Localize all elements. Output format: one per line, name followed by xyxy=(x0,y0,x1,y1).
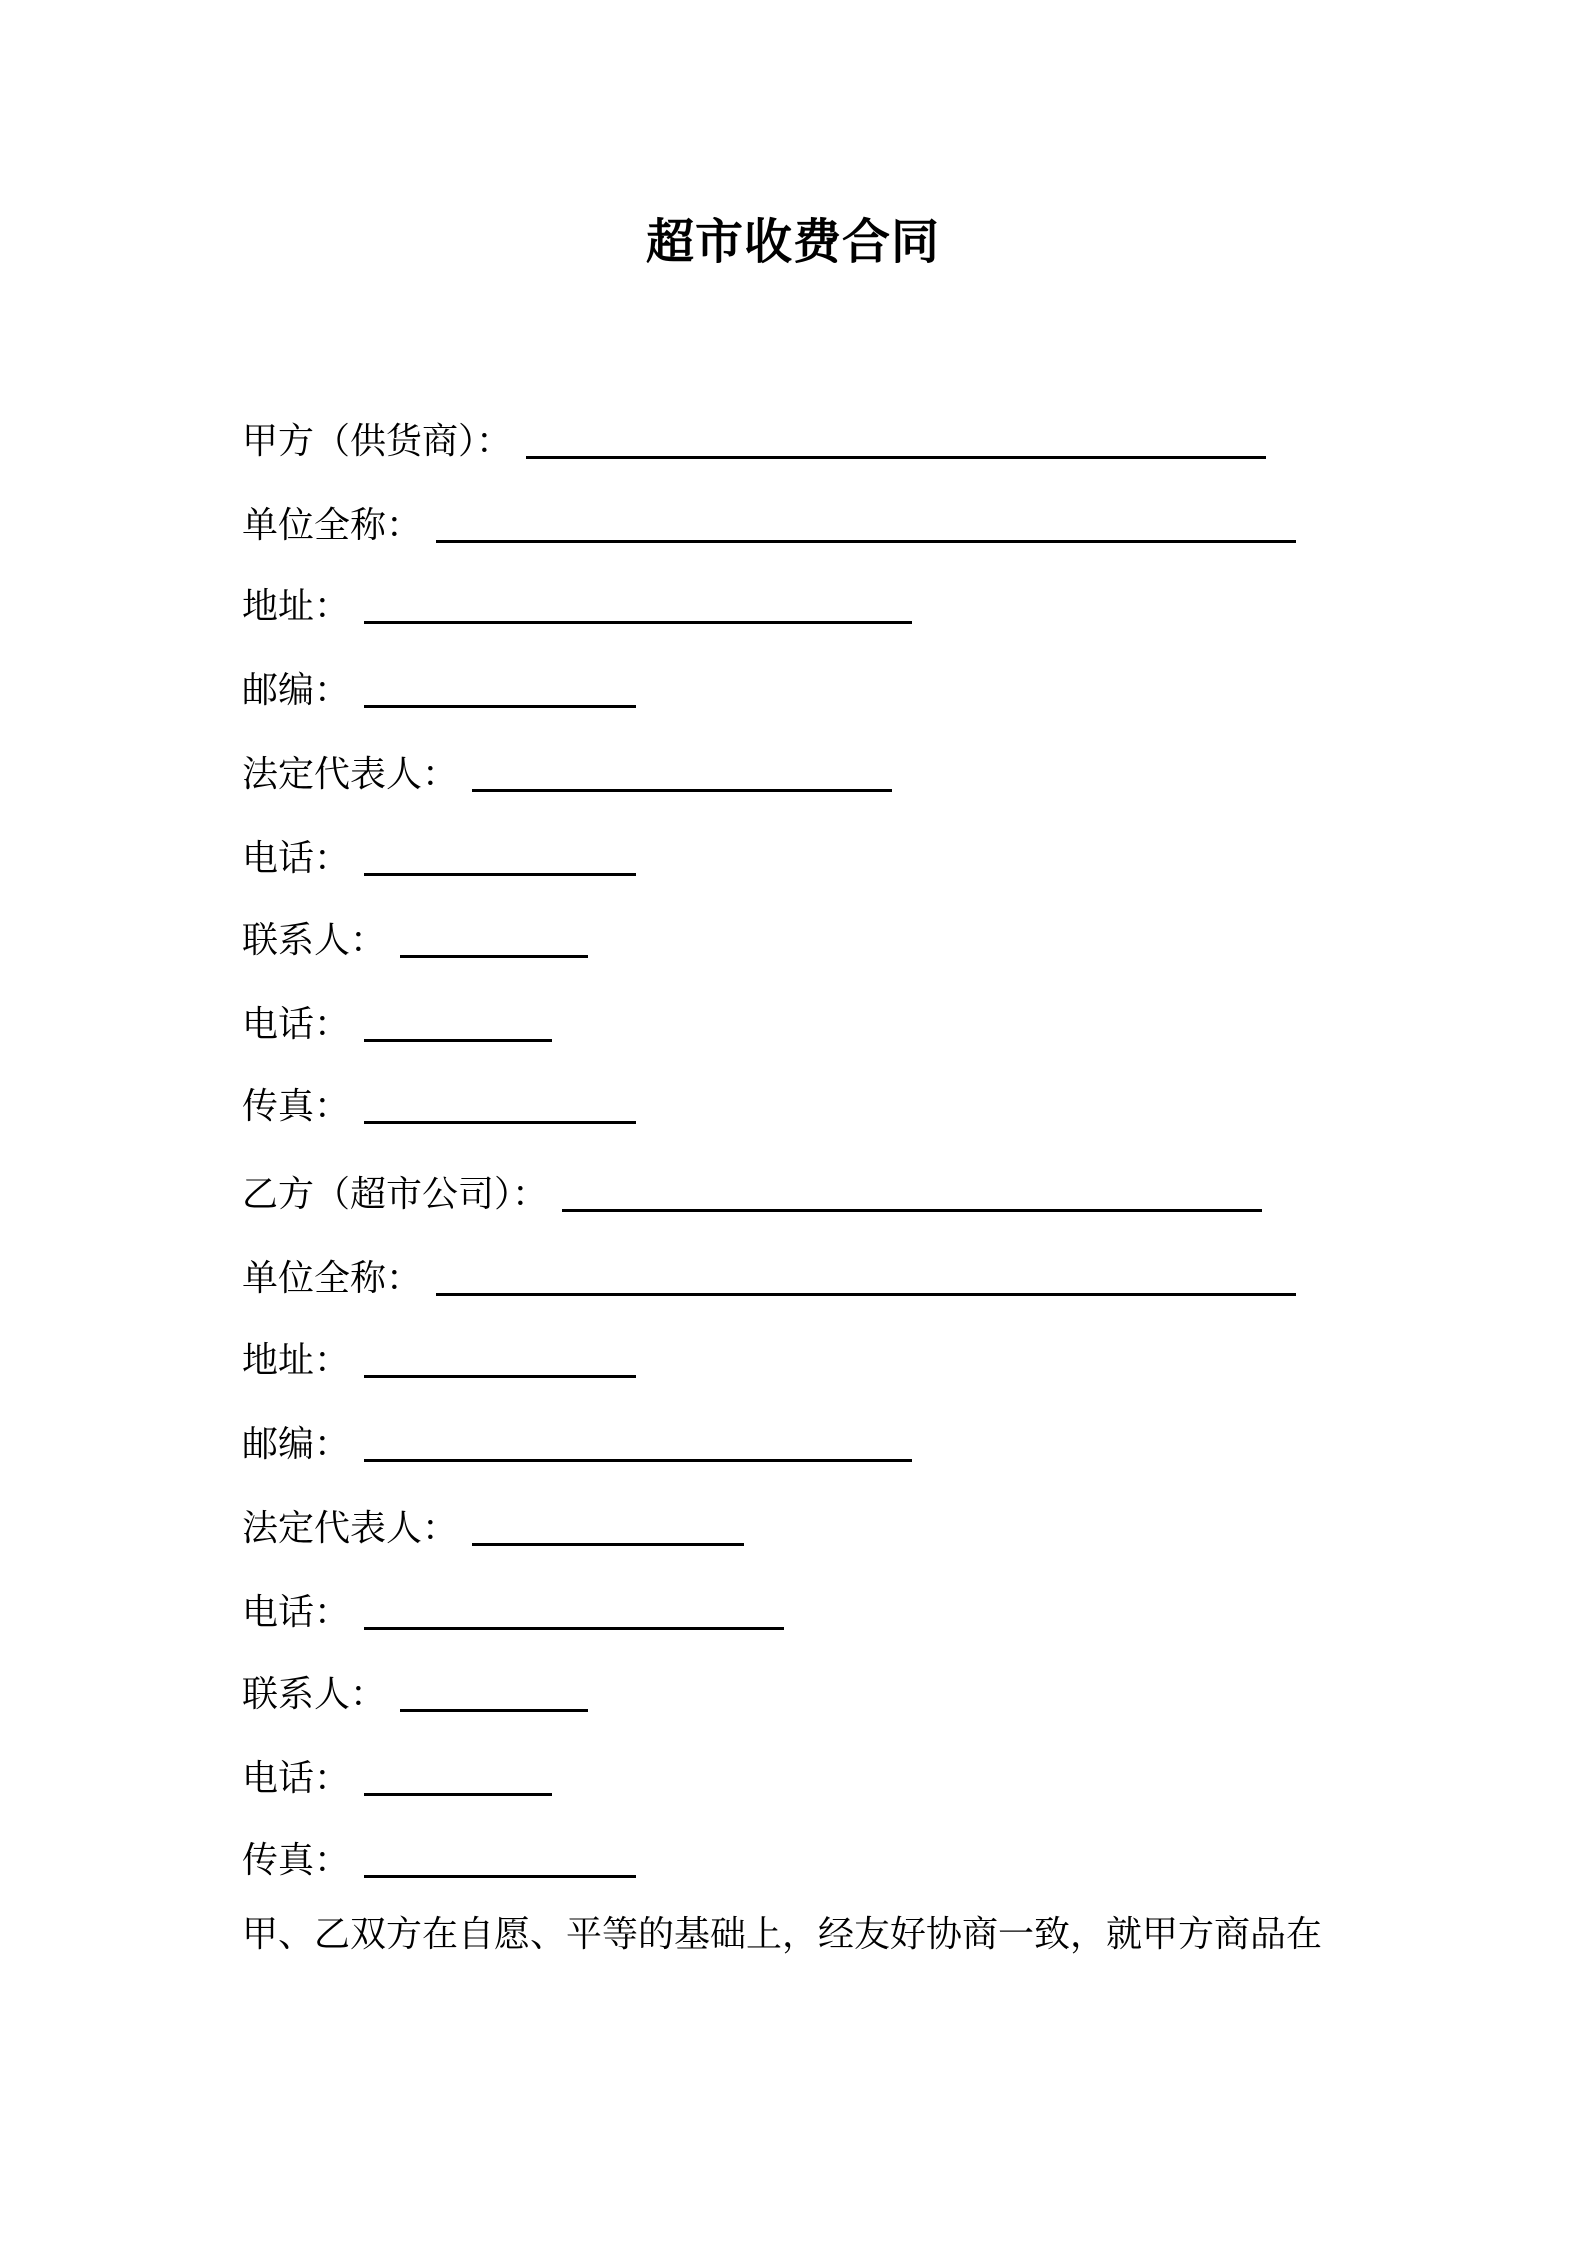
fill-in-line[interactable] xyxy=(472,1543,744,1546)
fill-in-line[interactable] xyxy=(364,1627,784,1630)
field-label: 传真： xyxy=(242,1086,351,1127)
party-b-blank-line[interactable] xyxy=(562,1209,1262,1212)
party-a-heading: 甲方（供货商）： xyxy=(242,421,513,462)
fill-in-line[interactable] xyxy=(364,1875,636,1878)
party-b-heading: 乙方（超市公司）： xyxy=(242,1174,549,1215)
party-b-contact-phone-row xyxy=(242,1752,552,1802)
party-a-address-row xyxy=(242,580,912,630)
party-b-legal-rep-row xyxy=(242,1502,744,1552)
party-a-blank-line[interactable] xyxy=(526,456,1266,459)
party-a-fax-row xyxy=(242,1080,636,1130)
field-label: 邮编： xyxy=(242,670,351,711)
party-b-phone-row xyxy=(242,1586,784,1636)
party-a-contact-row xyxy=(242,914,588,964)
fill-in-line[interactable] xyxy=(400,1709,588,1712)
fill-in-line[interactable] xyxy=(364,1459,912,1462)
fill-in-line[interactable] xyxy=(364,1793,552,1796)
fill-in-line[interactable] xyxy=(472,789,892,792)
fill-in-line[interactable] xyxy=(436,540,1296,543)
field-label: 法定代表人： xyxy=(242,1508,459,1549)
fill-in-line[interactable] xyxy=(436,1293,1296,1296)
party-b-fax-row xyxy=(242,1834,636,1884)
field-label: 邮编： xyxy=(242,1424,351,1465)
party-b-address-row xyxy=(242,1334,636,1384)
field-label: 地址： xyxy=(242,586,351,627)
party-a-fullname-row xyxy=(242,499,1296,549)
field-label: 地址： xyxy=(242,1340,351,1381)
party-a-contact-phone-row xyxy=(242,998,552,1048)
party-b-fullname-row xyxy=(242,1252,1296,1302)
fill-in-line[interactable] xyxy=(364,705,636,708)
party-a-legal-rep-row xyxy=(242,748,892,798)
contract-intro-paragraph: 甲、乙双方在自愿、平等的基础上，经友好协商一致，就甲方商品在 xyxy=(242,1914,1323,1955)
fill-in-line[interactable] xyxy=(364,1121,636,1124)
party-a-heading-row xyxy=(242,415,1266,465)
field-label: 单位全称： xyxy=(242,1258,423,1299)
field-label: 联系人： xyxy=(242,1674,387,1715)
field-label: 电话： xyxy=(242,1758,351,1799)
party-b-contact-row xyxy=(242,1668,588,1718)
party-b-postcode-row xyxy=(242,1418,912,1468)
field-label: 电话： xyxy=(242,1592,351,1633)
fill-in-line[interactable] xyxy=(364,1039,552,1042)
party-a-phone-row xyxy=(242,832,636,882)
field-label: 单位全称： xyxy=(242,505,423,546)
fill-in-line[interactable] xyxy=(364,621,912,624)
party-a-postcode-row xyxy=(242,664,636,714)
party-b-heading-row xyxy=(242,1168,1262,1218)
field-label: 法定代表人： xyxy=(242,754,459,795)
fill-in-line[interactable] xyxy=(400,955,588,958)
field-label: 联系人： xyxy=(242,920,387,961)
fill-in-line[interactable] xyxy=(364,1375,636,1378)
fill-in-line[interactable] xyxy=(364,873,636,876)
document-title: 超市收费合同 xyxy=(645,214,940,270)
field-label: 电话： xyxy=(242,1004,351,1045)
field-label: 传真： xyxy=(242,1840,351,1881)
field-label: 电话： xyxy=(242,838,351,879)
